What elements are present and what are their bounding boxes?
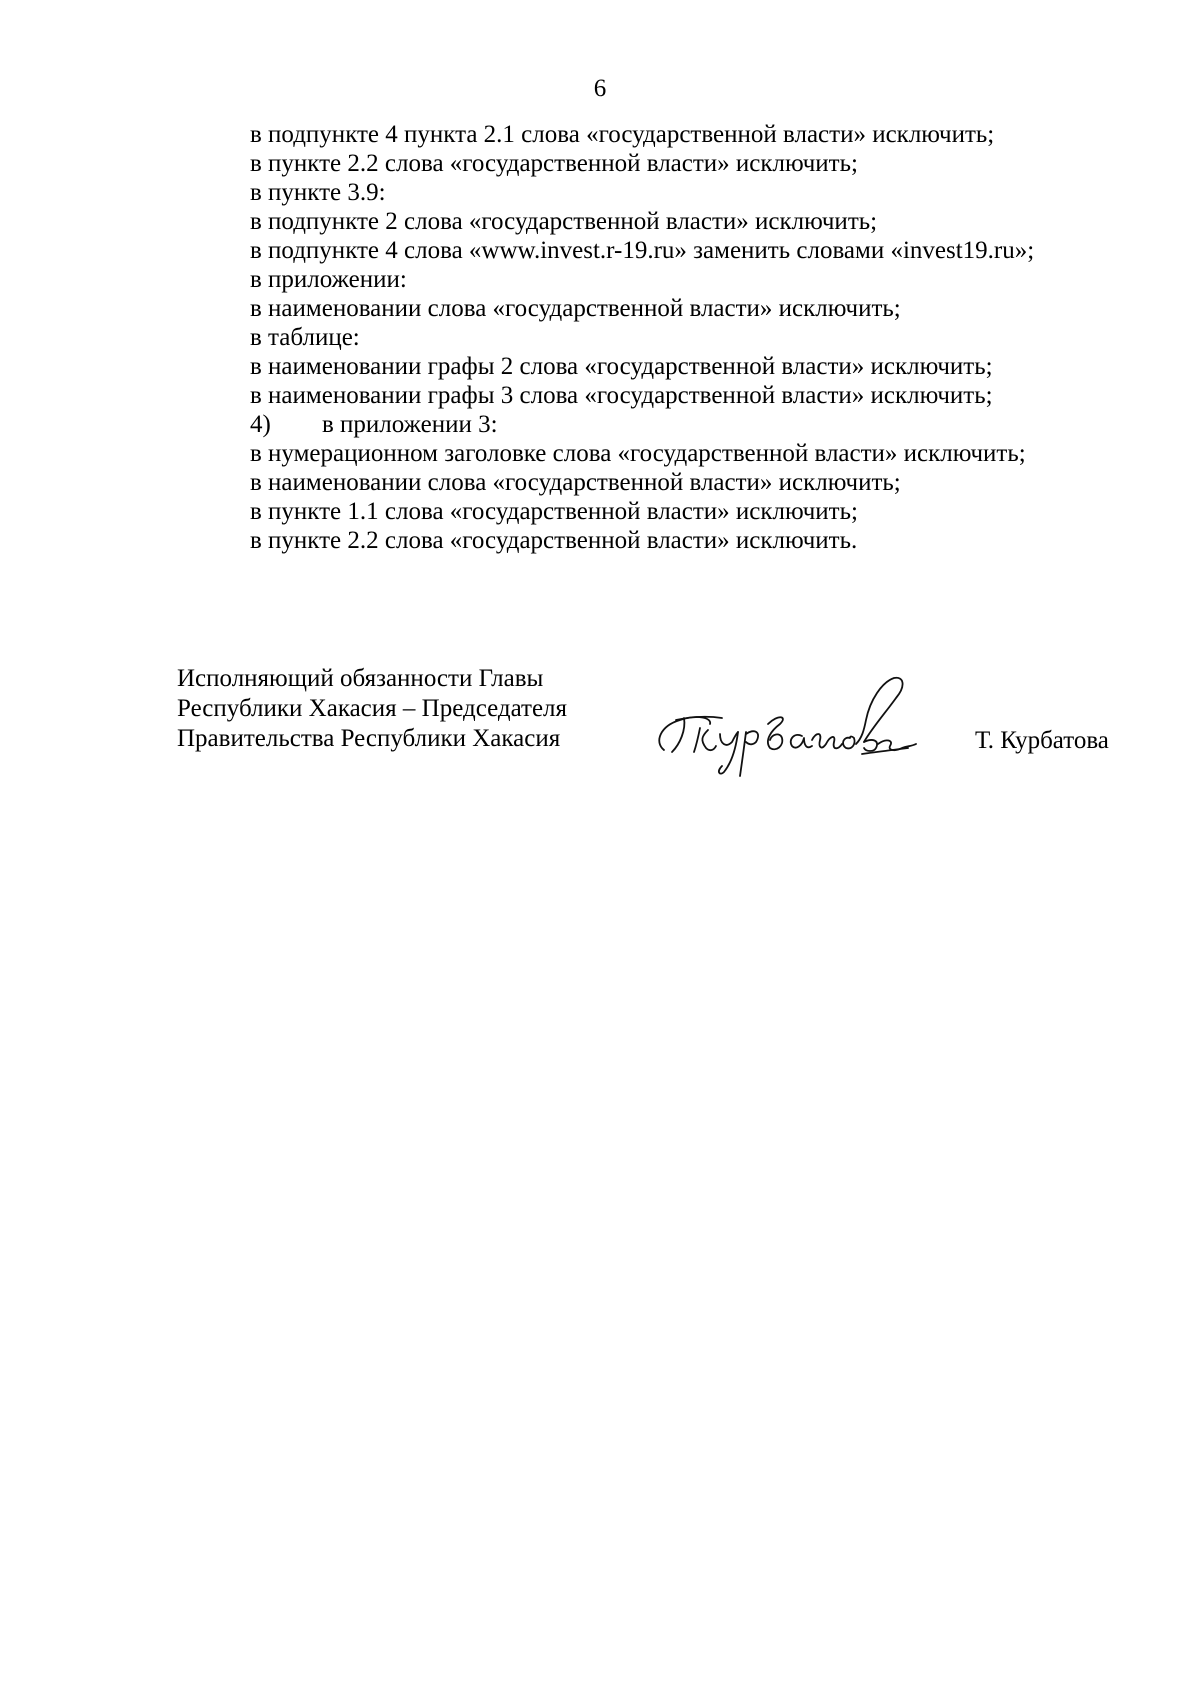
page-number: 6 (593, 75, 607, 102)
signatory-position (177, 664, 617, 754)
text-line: в нумерационном заголовке слова «государственной власти» исключить; (250, 440, 1026, 467)
text-line: в пункте 3.9: (250, 179, 386, 206)
text-line: в подпункте 4 пункта 2.1 слова «государственной власти» исключить; (250, 121, 995, 148)
item-number: 4) (250, 411, 271, 438)
position-line: Исполняющий обязанности Главы (177, 665, 544, 692)
text-line: в подпункте 4 слова «www.invest.r-19.ru» заменить словами «invest19.ru»; (250, 237, 1035, 264)
text-line: в наименовании слова «государственной власти» исключить; (250, 295, 901, 322)
signer-name: Т. Курбатова (975, 727, 1109, 754)
text-line: в пункте 2.2 слова «государственной власти» исключить. (250, 527, 858, 554)
item-text: в приложении 3: (322, 411, 498, 438)
text-line: в наименовании графы 3 слова «государственной власти» исключить; (250, 382, 993, 409)
text-line: в наименовании графы 2 слова «государственной власти» исключить; (250, 353, 993, 380)
amendment-text (250, 120, 1150, 555)
text-line: в таблице: (250, 324, 360, 351)
handwritten-signature (650, 668, 930, 788)
text-line: в приложении: (250, 266, 407, 293)
position-line: Республики Хакасия – Председателя (177, 695, 568, 722)
text-line: в пункте 1.1 слова «государственной власти» исключить; (250, 498, 858, 525)
text-line: в подпункте 2 слова «государственной власти» исключить; (250, 208, 878, 235)
numbered-item-4 (250, 410, 1150, 439)
position-line: Правительства Республики Хакасия (177, 725, 561, 752)
text-line: в пункте 2.2 слова «государственной власти» исключить; (250, 150, 858, 177)
text-line: в наименовании слова «государственной власти» исключить; (250, 469, 901, 496)
